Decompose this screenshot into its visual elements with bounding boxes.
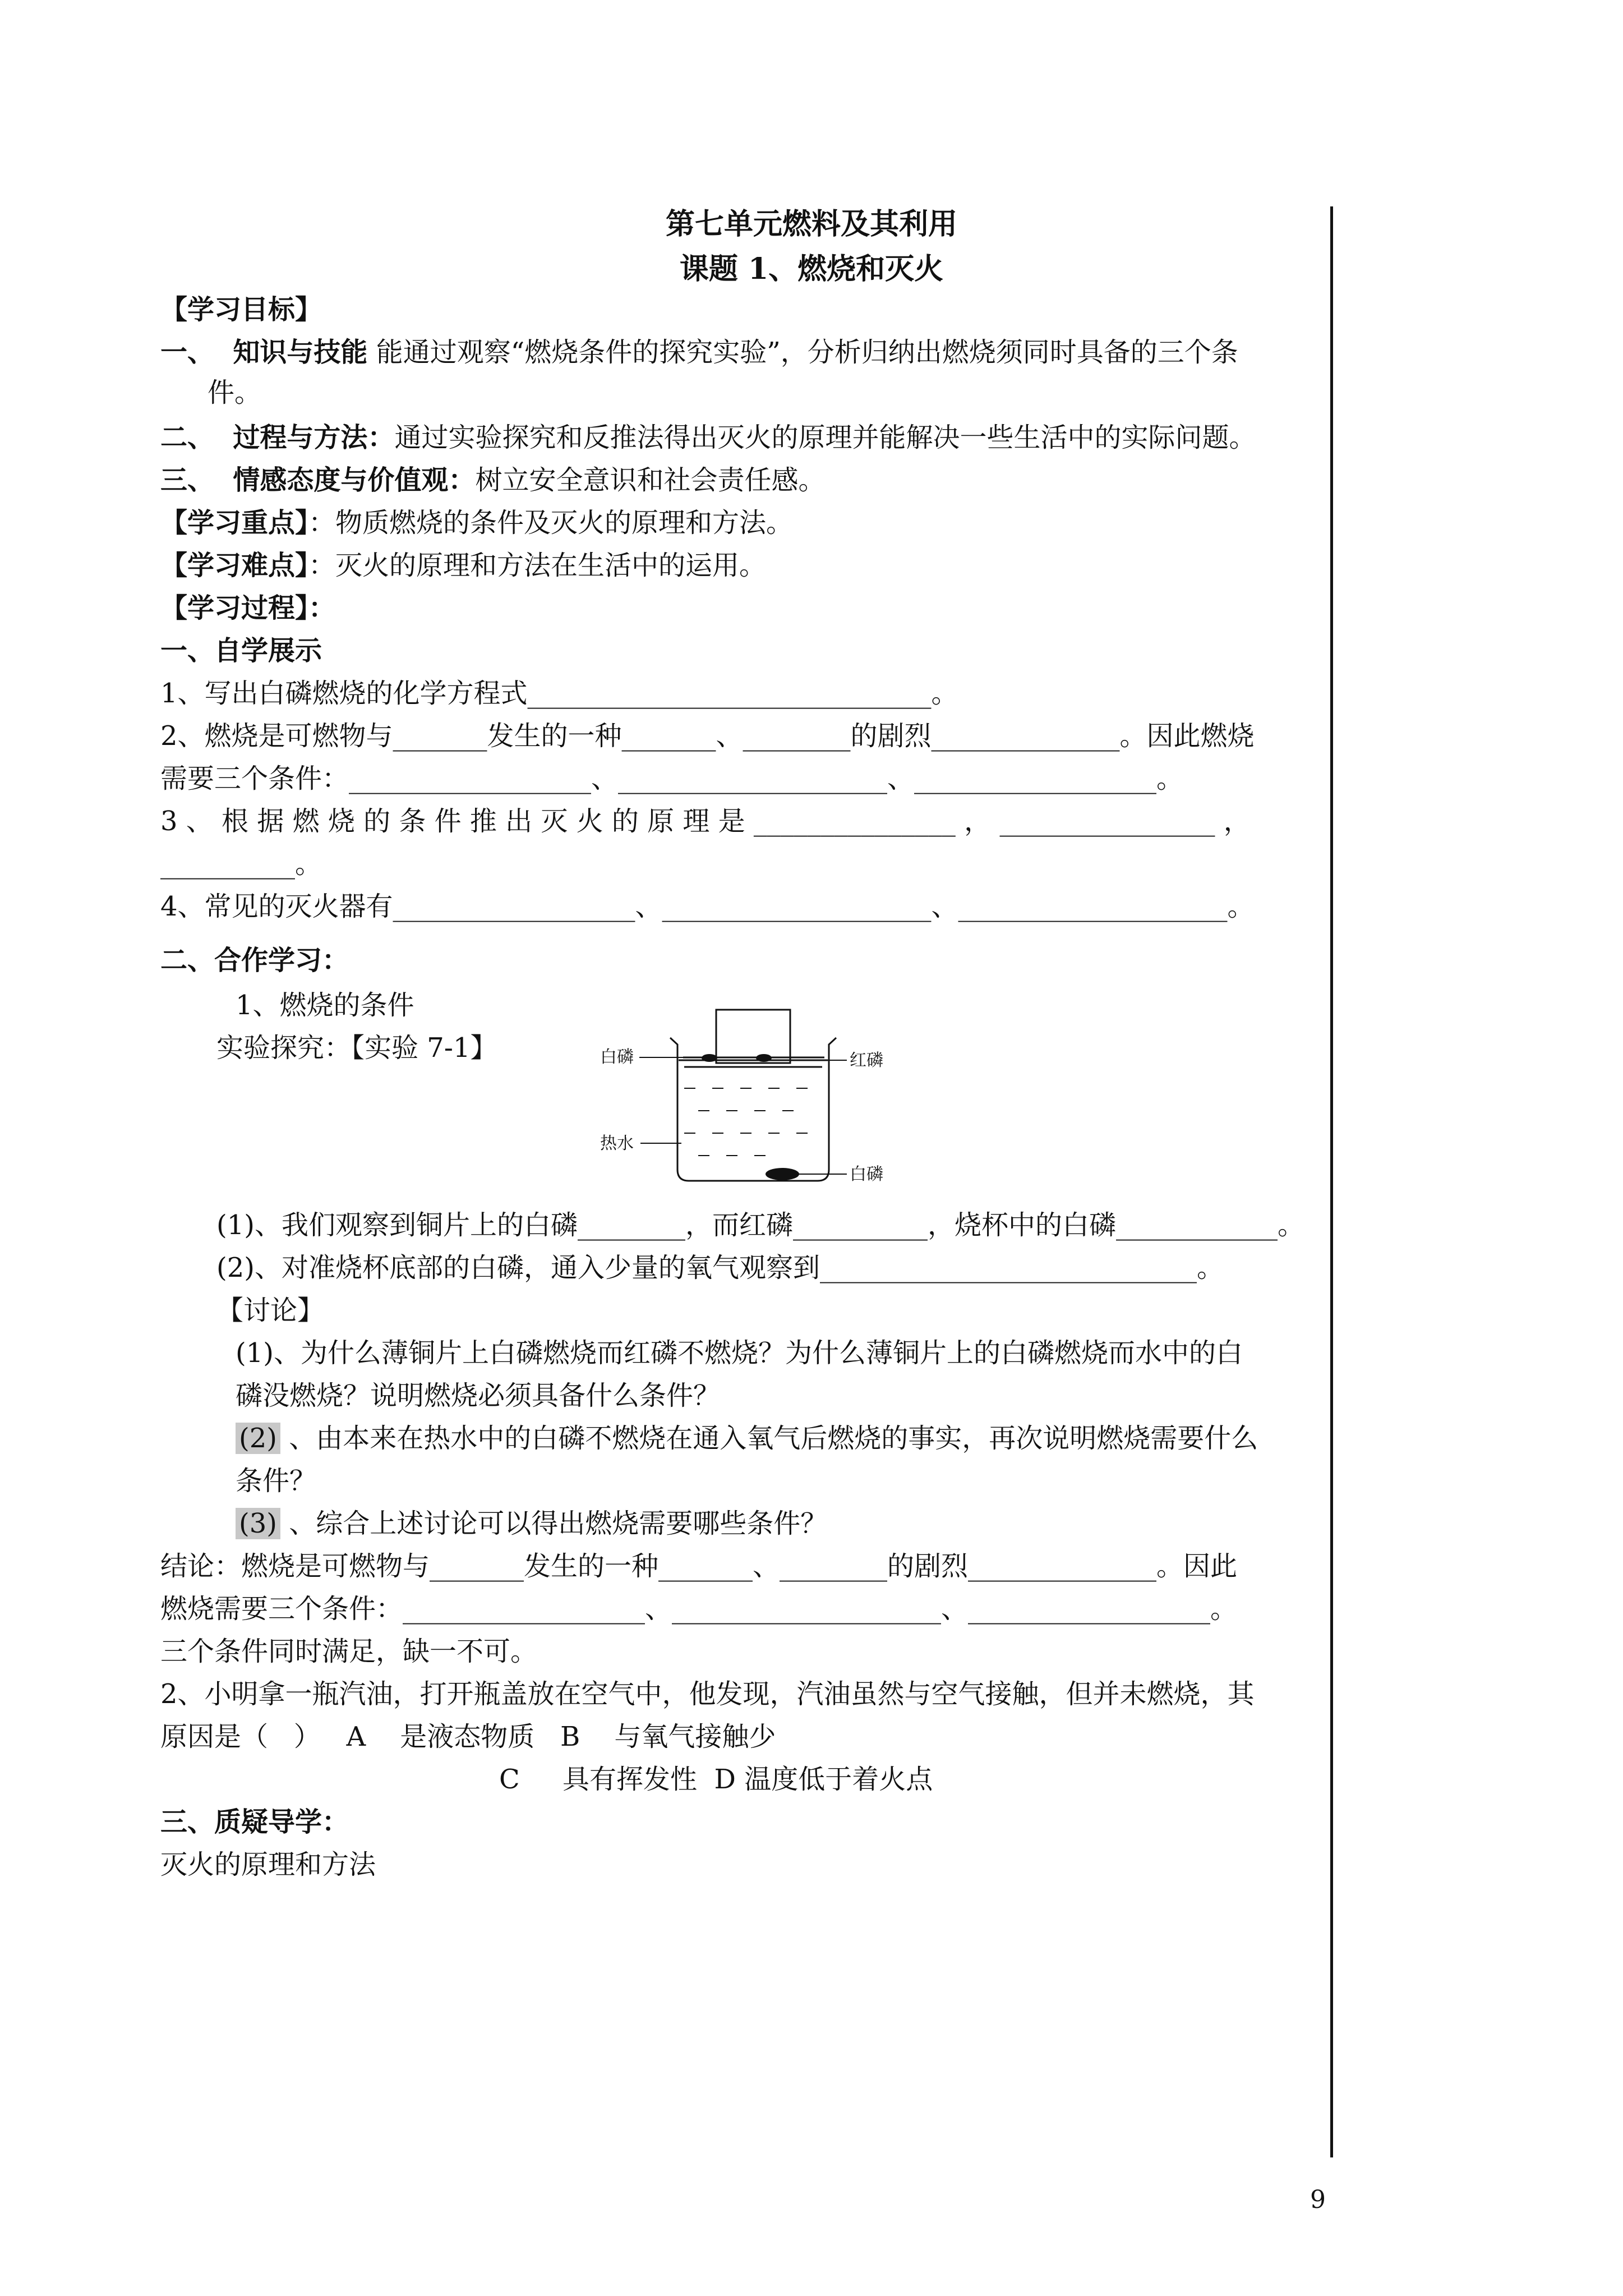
difficulty-text: ：灭火的原理和方法在生活中的运用。: [308, 550, 767, 581]
inquiry-topic: 灭火的原理和方法: [160, 1849, 376, 1880]
process-heading: 【学习过程】：: [160, 592, 336, 624]
objective-1-cont: 件。: [208, 377, 262, 408]
objective-1-text: 能通过观察“燃烧条件的探究实验”，分析归纳出燃烧须同时具备的三个条: [367, 337, 1238, 368]
conclusion-line3: 三个条件同时满足，缺一不可。: [160, 1636, 538, 1667]
focus-line: [160, 505, 793, 541]
cooperative-heading: 二、合作学习：: [160, 945, 349, 976]
objective-1: [160, 334, 1238, 370]
discussion-3-number: (3): [236, 1508, 280, 1539]
objectives-heading: 【学习目标】: [160, 294, 322, 325]
difficulty-label: 【学习难点】: [160, 550, 309, 581]
discussion-3-text: 、综合上述讨论可以得出燃烧需要哪些条件？: [280, 1508, 828, 1539]
discussion-heading: 【讨论】: [216, 1295, 325, 1326]
difficulty-line: [160, 547, 766, 583]
focus-text: ：物质燃烧的条件及灭火的原理和方法。: [308, 507, 794, 539]
discussion-3-line1: [236, 1506, 827, 1542]
discussion-1-line2: 磷没燃烧？说明燃烧必须具备什么条件？: [236, 1380, 721, 1411]
phosphorus-samples: [702, 1054, 799, 1180]
self-study-q2-line2: 需要三个条件：__________________、____________________、__________________。: [160, 763, 1184, 794]
observation-1: (1)、我们观察到铜片上的白磷________，而红磷__________，烧杯中的白磷____________。: [216, 1209, 1304, 1241]
label-red-phosphorus: 红磷: [850, 1051, 883, 1070]
right-margin-rule: [1330, 206, 1333, 2157]
objective-3-text: 树立安全意识和社会责任感。: [475, 464, 826, 496]
lesson-title: 课题 1、燃烧和灭火: [679, 252, 944, 286]
beaker-icon: [670, 1010, 836, 1181]
unit-title: 第七单元燃料及其利用: [665, 207, 957, 241]
objective-2-text: 通过实验探究和反推法得出灭火的原理并能解决一些生活中的实际问题。: [394, 422, 1256, 453]
objective-2-label: 二、 过程与方法：: [160, 422, 395, 453]
question-2-line3: C 具有挥发性 D 温度低于着火点: [499, 1764, 933, 1795]
self-study-q4: 4、常见的灭火器有__________________、____________________、____________________。: [160, 891, 1255, 922]
self-study-q3-line2: __________。: [160, 848, 322, 880]
inquiry-heading: 三、质疑导学：: [160, 1806, 349, 1838]
label-white-phosphorus-bottom: 白磷: [850, 1165, 883, 1184]
objective-3-label: 三、 情感态度与价值观：: [160, 464, 476, 496]
discussion-2-line2: 条件？: [236, 1465, 317, 1497]
conclusion-line1: 结论：燃烧是可燃物与_______发生的一种_______、________的剧烈______________。因此: [160, 1550, 1238, 1582]
objective-2: [160, 420, 1256, 455]
combustion-conditions-subheading: 1、燃烧的条件: [236, 990, 414, 1021]
label-white-phosphorus-top: 白磷: [600, 1047, 634, 1067]
observation-2: (2)、对准烧杯底部的白磷，通入少量的氧气观察到____________________________。: [216, 1252, 1224, 1283]
question-2-line1: 2、小明拿一瓶汽油，打开瓶盖放在空气中，他发现，汽油虽然与空气接触，但并未燃烧，其: [160, 1678, 1255, 1710]
discussion-2-text: 、由本来在热水中的白磷不燃烧在通入氧气后燃烧的事实，再次说明燃烧需要什么: [280, 1423, 1258, 1454]
experiment-label: 实验探究：【实验 7-1】: [216, 1032, 497, 1064]
discussion-2-line1: [236, 1420, 1258, 1456]
label-hot-water: 热水: [600, 1134, 634, 1153]
discussion-2-number: (2): [236, 1423, 280, 1454]
self-study-q1: 1、写出白磷燃烧的化学方程式______________________________。: [160, 678, 958, 709]
discussion-1-line1: (1)、为什么薄铜片上白磷燃烧而红磷不燃烧？为什么薄铜片上的白磷燃烧而水中的白: [236, 1337, 1243, 1369]
water-dashes: [684, 1088, 808, 1156]
self-study-q3-line1: 3 、 根 据 燃 烧 的 条 件 推 出 灭 火 的 原 理 是 _______________ ， ________________ ，: [160, 806, 1251, 837]
question-2-line2: 原因是（ ） A 是液态物质 B 与氧气接触少: [160, 1721, 776, 1752]
objective-1-label: 一、 知识与技能: [160, 337, 368, 368]
objective-3: [160, 462, 825, 498]
conclusion-line2: 燃烧需要三个条件：__________________、____________________、__________________。: [160, 1593, 1238, 1625]
self-study-heading: 一、自学展示: [160, 635, 322, 666]
self-study-q2-line1: 2、燃烧是可燃物与_______发生的一种_______、________的剧烈______________。因此燃烧: [160, 720, 1255, 752]
beaker-experiment-figure: [600, 1004, 914, 1189]
page-number: 9: [1310, 2185, 1326, 2214]
focus-label: 【学习重点】: [160, 507, 309, 539]
label-leaders: [639, 1057, 847, 1174]
